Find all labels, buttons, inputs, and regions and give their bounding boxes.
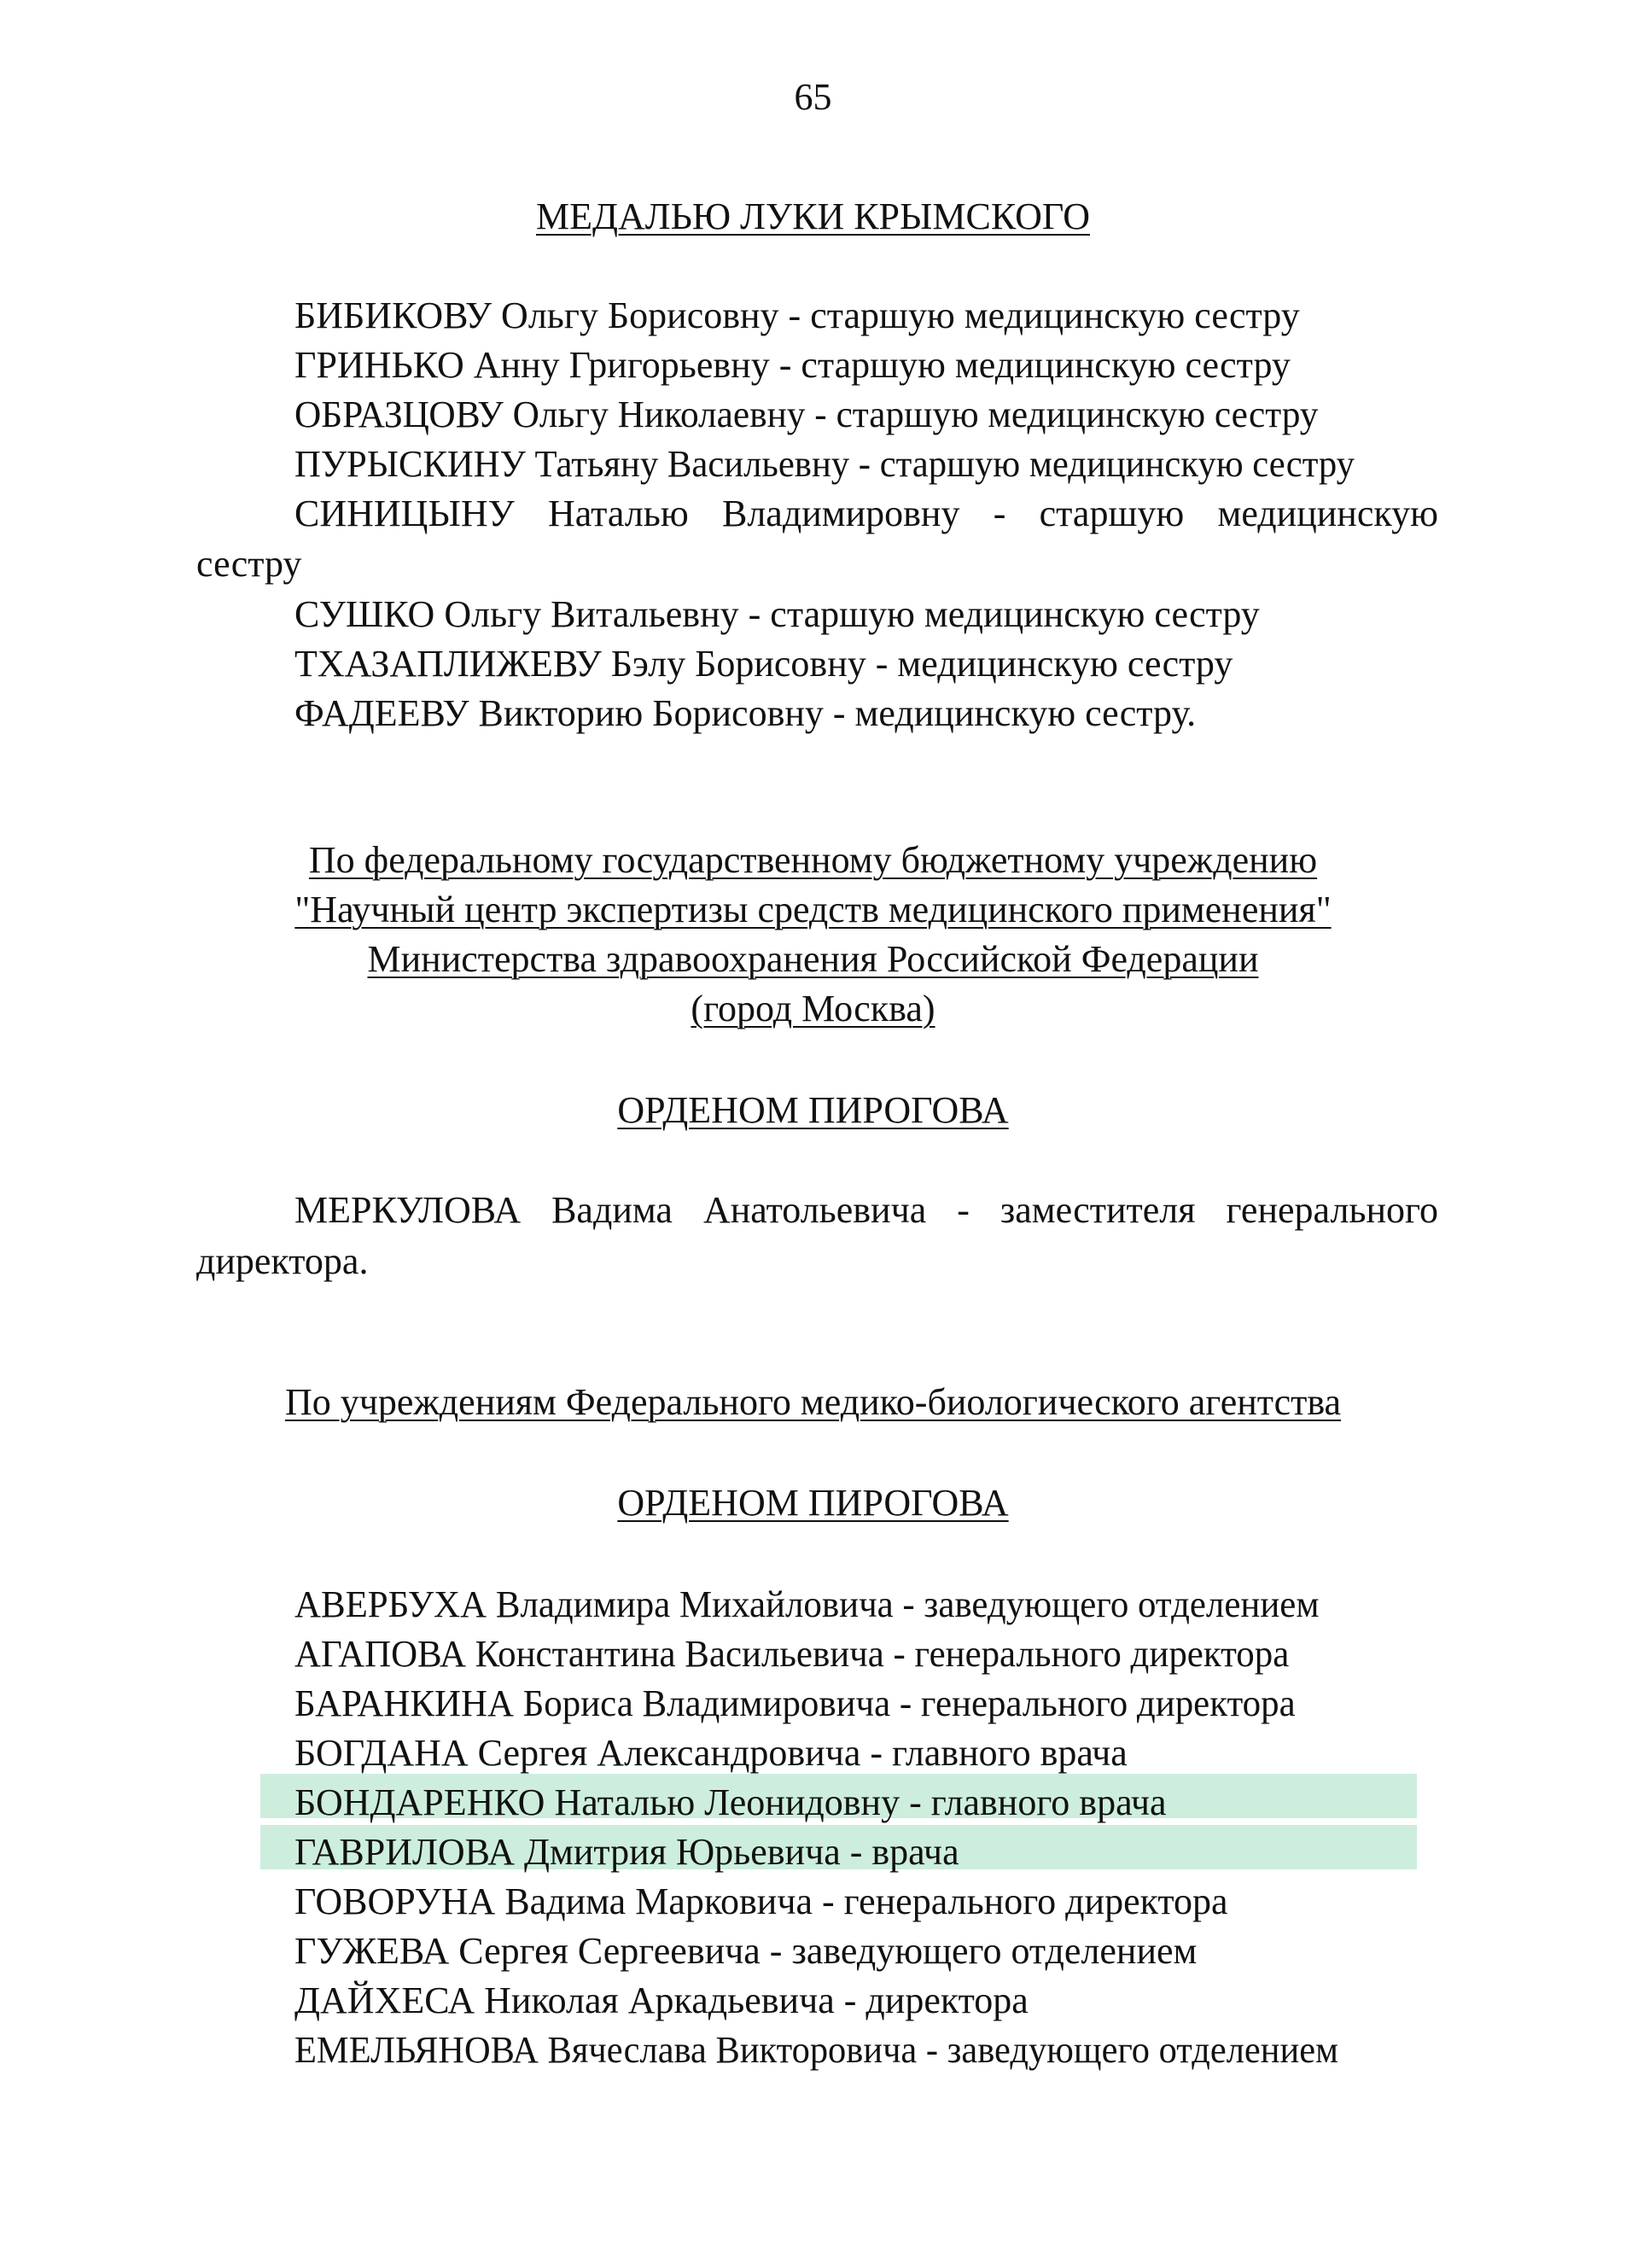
list-item: ПУРЫСКИНУ Татьяну Васильевну - старшую медицинскую сестру: [294, 443, 1355, 485]
org-heading-line: Министерства здравоохранения Российской Федерации: [367, 938, 1259, 980]
list-item-justified: СИНИЦЫНУ Наталью Владимировну - старшую медицинскую: [294, 493, 1438, 534]
list-item-justified: МЕРКУЛОВА Вадима Анатольевича - заместителя генерального: [294, 1189, 1438, 1231]
list-item: ДАЙХЕСА Николая Аркадьевича - директора: [294, 1979, 1029, 2021]
list-item: ФАДЕЕВУ Викторию Борисовну - медицинскую сестру.: [294, 692, 1197, 734]
org-heading-line: По федеральному государственному бюджетному учреждению: [308, 839, 1318, 881]
list-item: СУШКО Ольгу Витальевну - старшую медицинскую сестру: [294, 593, 1260, 635]
list-item: ГОВОРУНА Вадима Марковича - генерального директора: [294, 1880, 1228, 1922]
list-item-continuation: директора.: [196, 1240, 369, 1282]
list-item: ГУЖЕВА Сергея Сергеевича - заведующего отделением: [294, 1930, 1198, 1972]
section-heading-luka-medal: МЕДАЛЬЮ ЛУКИ КРЫМСКОГО: [535, 195, 1091, 237]
org-heading-line: По учреждениям Федерального медико-биологического агентства: [284, 1381, 1342, 1423]
list-item: АВЕРБУХА Владимира Михайловича - заведующего отделением: [294, 1583, 1320, 1625]
list-item: АГАПОВА Константина Васильевича - генерального директора: [294, 1633, 1290, 1675]
section-heading-pirogov-order: ОРДЕНОМ ПИРОГОВА: [617, 1089, 1009, 1131]
org-heading-line: "Научный центр экспертизы средств медицинского применения": [294, 889, 1332, 930]
list-item: ОБРАЗЦОВУ Ольгу Николаевну - старшую медицинскую сестру: [294, 394, 1319, 435]
org-heading-line: (город Москва): [691, 988, 935, 1029]
list-item-highlighted: ГАВРИЛОВА Дмитрия Юрьевича - врача: [294, 1831, 959, 1873]
list-item-highlighted: БОНДАРЕНКО Наталью Леонидовну - главного врача: [294, 1781, 1167, 1823]
list-item: ЕМЕЛЬЯНОВА Вячеслава Викторовича - заведующего отделением: [294, 2029, 1338, 2071]
section-heading-pirogov-order: ОРДЕНОМ ПИРОГОВА: [617, 1482, 1009, 1524]
list-item: БИБИКОВУ Ольгу Борисовну - старшую медицинскую сестру: [294, 294, 1300, 336]
list-item-continuation: сестру: [196, 543, 302, 585]
list-item: ГРИНЬКО Анну Григорьевну - старшую медицинскую сестру: [294, 344, 1291, 386]
list-item: БАРАНКИНА Бориса Владимировича - генерального директора: [294, 1682, 1296, 1724]
page-number: 65: [794, 76, 832, 118]
list-item: ТХАЗАПЛИЖЕВУ Бэлу Борисовну - медицинскую сестру: [294, 643, 1233, 685]
list-item: БОГДАНА Сергея Александровича - главного врача: [294, 1732, 1128, 1774]
